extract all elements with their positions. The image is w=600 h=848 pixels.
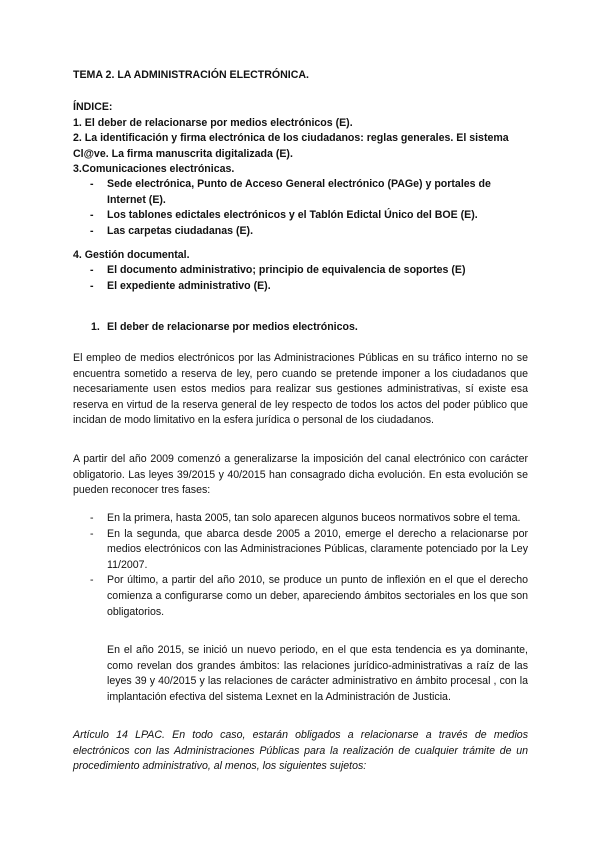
- index-sub-item: - Sede electrónica, Punto de Acceso General electrónico (PAGe) y portales de Internet (E).: [107, 177, 528, 208]
- section-1-title: El deber de relacionarse por medios electrónicos.: [107, 321, 358, 333]
- section-1-paragraph-3: En el año 2015, se inició un nuevo periodo, en el que esta tendencia es ya dominante, como revelan dos grandes ámbitos: las relaciones jurídico-administrativas a raíz de las leyes 39 y 40/2015 y las relaciones de carácter administrativo en ámbito procesal , con la implantación efectiva del sistema Lexnet en la Administración de Justicia.: [107, 644, 528, 703]
- phase-item: - Por último, a partir del año 2010, se produce un punto de inflexión en el que el derecho comienza a configurarse como un deber, apareciendo ámbitos sectoriales en los que son obligatorios.: [107, 573, 528, 620]
- index-sub-item: - Las carpetas ciudadanas (E).: [107, 224, 528, 240]
- index-item-3: 3.Comunicaciones electrónicas.: [73, 163, 235, 175]
- article-14-quote: Artículo 14 LPAC. En todo caso, estarán obligados a relacionarse a través de medios electrónicos con las Administraciones Públicas para la realización de cualquier trámite de un procedimiento administrativo, al menos, los siguientes sujetos:: [73, 729, 528, 773]
- index-item-1: 1. El deber de relacionarse por medios electrónicos (E).: [73, 117, 353, 129]
- section-1-paragraph-2: A partir del año 2009 comenzó a generalizarse la imposición del canal electrónico con carácter obligatorio. Las leyes 39/2015 y 40/2015 han consagrado dicha evolución. En esta evolución se pueden reconocer tres fases:: [73, 453, 528, 497]
- document-title: TEMA 2. LA ADMINISTRACIÓN ELECTRÓNICA.: [73, 69, 309, 81]
- phase-item: - En la primera, hasta 2005, tan solo aparecen algunos buceos normativos sobre el tema.: [107, 511, 528, 527]
- index-sub-item: - El expediente administrativo (E).: [107, 279, 528, 295]
- section-1-paragraph-1: El empleo de medios electrónicos por las Administraciones Públicas en su tráfico interno no se encuentra sometido a reserva de ley, pero cuando se pretende imponer a los ciudadanos que necesariamente usen estos medios para realizar sus gestiones administrativas, sí existe esa reserva en virtud de la reserva general de ley respecto de todos los actos del poder público que incidan de modo limitativo en la esfera jurídica o personal de los ciudadanos.: [73, 352, 528, 427]
- index-sub-item: - Los tablones edictales electrónicos y el Tablón Edictal Único del BOE (E).: [107, 208, 528, 224]
- index-sub-item: - El documento administrativo; principio de equivalencia de soportes (E): [107, 263, 528, 279]
- index-item-4-sublist: [107, 263, 528, 294]
- phases-list: [107, 511, 528, 620]
- index-heading: ÍNDICE:: [73, 101, 113, 113]
- index-item-3-sublist: [107, 177, 528, 239]
- index-item-2: 2. La identificación y firma electrónica de los ciudadanos: reglas generales. El sistema Cl@ve. La firma manuscrita digitalizada (E).: [73, 132, 509, 160]
- section-1-number: 1.: [91, 321, 100, 333]
- phase-item: - En la segunda, que abarca desde 2005 a 2010, emerge el derecho a relacionarse por medios electrónicos con las Administraciones Públicas, claramente potenciado por la Ley 11/2007.: [107, 527, 528, 574]
- index-item-4: 4. Gestión documental.: [73, 249, 190, 261]
